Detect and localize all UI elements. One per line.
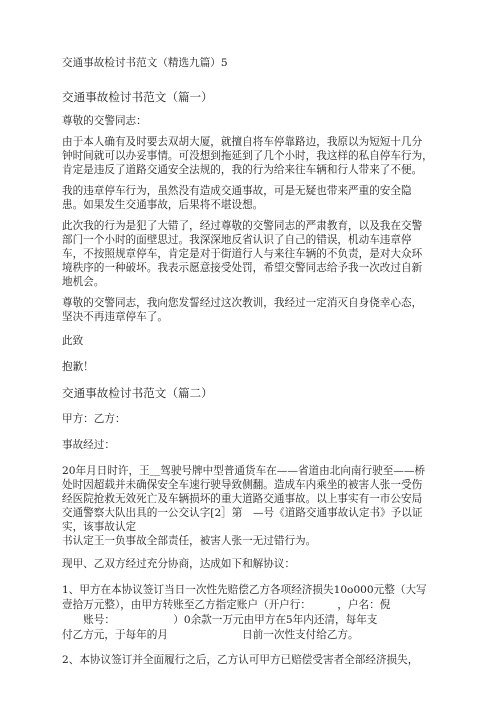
item1-line1: 1、甲方在本协议签订当日一次性先赔偿乙方各项经济损失10o000元整（大写 <box>62 584 427 596</box>
part1-paragraph4-line2: 坚决不再违章停车了。 <box>62 311 168 323</box>
closing-apology: 抱歉！ <box>62 361 94 373</box>
part1-paragraph3-line2: 部门一个小时的面壁思过。我深深地反省认识了自己的错误，机动车违章停 <box>62 234 412 246</box>
section-heading-part1: 交通事故检讨书范文（篇一） <box>62 90 213 104</box>
closing-salute: 此致 <box>62 335 84 347</box>
part2-paragraph1-line2: 处时因超载并未确保安全车速行驶导致侧翻。造成车内乘坐的被害人张一受伤 <box>62 479 423 491</box>
part1-paragraph1-line3: 肯定是违反了道路交通安全法规的，我的行为给来往车辆和行人带来了不便。 <box>62 164 423 176</box>
event-label: 事故经过： <box>62 439 115 451</box>
part1-paragraph2-line2: 患。如果发生交通事故，后果将不堪设想。 <box>62 199 264 211</box>
agreement-intro: 现甲、乙双方经过充分协商，达成如下和解协议： <box>62 558 296 570</box>
part1-paragraph3-line3: 车，不按照规章停车，肯定是对于街道行人与来往车辆的不负责，是对大众环 <box>62 248 423 260</box>
item1-line2: 壹拾万元整），由甲方转账至乙方指定账户（开户行： ，户名：倪 <box>62 599 391 611</box>
part2-paragraph1-line5: 实，该事故认定 <box>62 521 137 533</box>
part2-paragraph1-line6: 书认定王一负事故全部责任，被害人张一无过错行为。 <box>62 535 317 547</box>
part1-paragraph1-line2: 钟时间就可以办妥事情。可没想到拖延到了几个小时，我这样的私自停车行为， <box>62 150 433 162</box>
part1-paragraph4-line1: 尊敬的交警同志，我向您发誓经过这次教训，我经过一定消灭自身侥幸心态， <box>62 297 423 309</box>
item2-line1: 2、本协议签订并全面履行之后，乙方认可甲方已赔偿受害者全部经济损失， <box>62 654 419 666</box>
part1-paragraph1-line1: 由于本人确有及时要去双胡大厦，就擅自将车停靠路边，我原以为短短十几分 <box>62 136 423 148</box>
part2-paragraph1-line3: 经医院抢救无效死亡及车辆损坏的重大道路交通事故。以上事实有一市公安局 <box>62 493 423 505</box>
part1-paragraph3-line5: 地机会。 <box>62 276 105 288</box>
salutation: 尊敬的交警同志： <box>62 115 147 127</box>
part2-paragraph1-line1: 20年月日时许，王＿驾驶号牌中型普通货车在——省道由北向南行驶至——桥 <box>62 465 426 477</box>
parties-line: 甲方：乙方： <box>62 413 126 425</box>
part1-paragraph3-line1: 此次我的行为是犯了大错了，经过尊敬的交警同志的严肃教育，以及我在交警 <box>62 220 423 232</box>
item1-line3: 账号： ）0余款一万元由甲方在5年内还清，每年支 <box>62 614 378 626</box>
section-heading-part2: 交通事故检讨书范文（篇二） <box>62 386 213 400</box>
part2-paragraph1-line4: 交通警察大队出具的一公交认字[2］第 —号《道路交通事故认定书》予以证 <box>62 507 423 519</box>
document-title: 交通事故检讨书范文（精选九篇）5 <box>62 57 228 69</box>
part1-paragraph2-line1: 我的违章停车行为，虽然没有造成交通事故，可是无疑也带来严重的安全隐 <box>62 185 412 197</box>
item1-line4: 付乙方元，于每年的月 日前一次性支付给乙方。 <box>62 629 359 641</box>
part1-paragraph3-line4: 境秩序的一种破坏。我表示愿意接受处罚，希望交警同志给予我一次改过自新 <box>62 262 423 274</box>
